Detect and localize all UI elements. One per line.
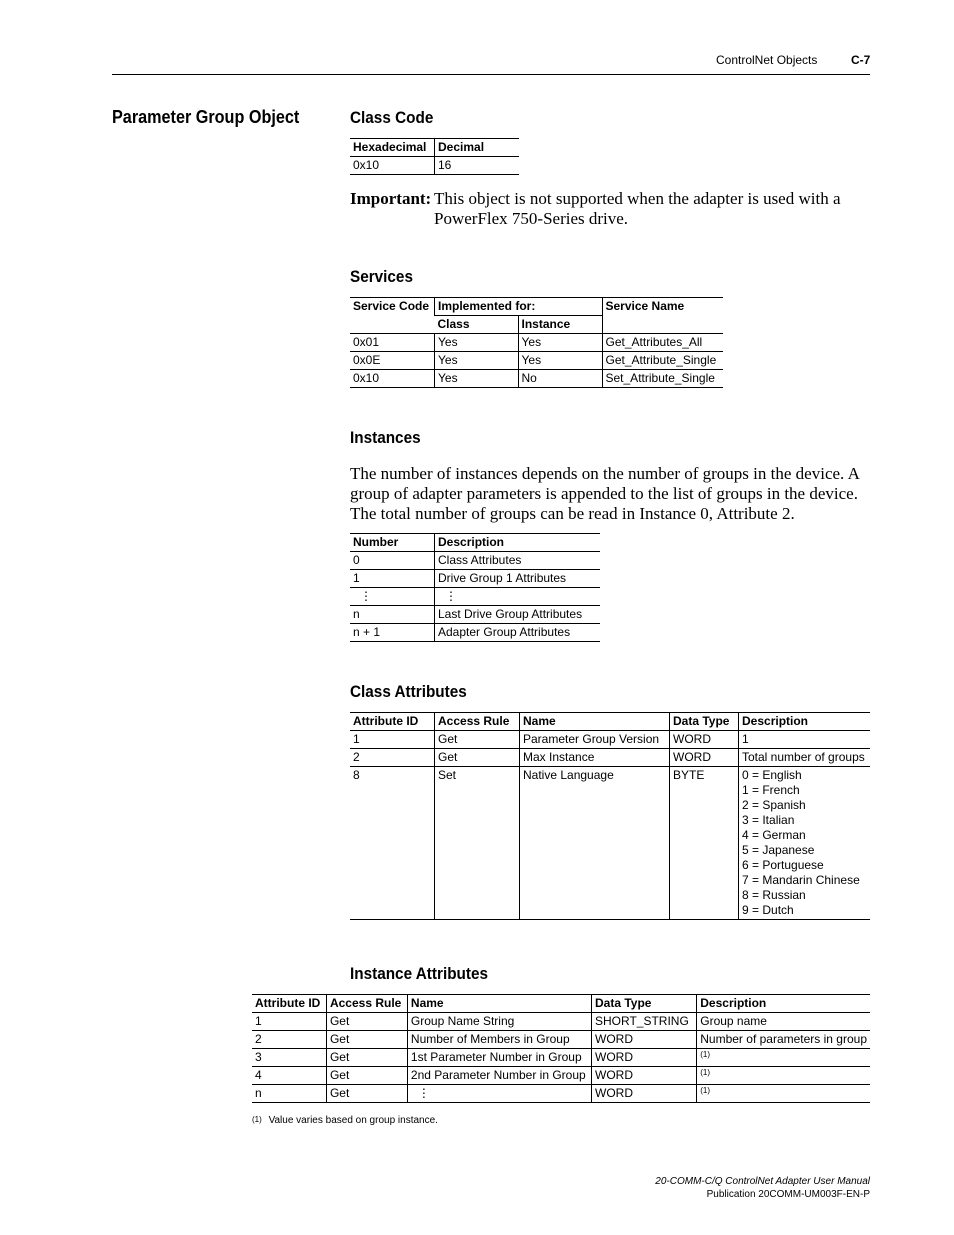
cell: WORD (592, 1067, 697, 1085)
table-row (350, 157, 519, 175)
cell: Drive Group 1 Attributes (435, 570, 601, 588)
instance-attributes-table (252, 994, 870, 1103)
class-attributes-table (350, 712, 870, 920)
instances-para-line-1: The number of instances depends on the number of groups in the device. A (350, 464, 860, 483)
cell: WORD (592, 1085, 697, 1103)
ellipsis-cell: ⋮ (350, 588, 435, 606)
cell: Get (326, 1085, 407, 1103)
table-row (252, 1013, 870, 1031)
table-row (350, 570, 600, 588)
footnote-ref: (1) (700, 1050, 711, 1059)
class-code-heading: Class Code (350, 108, 434, 127)
table-row (350, 749, 870, 767)
table-row (350, 370, 723, 388)
footnote (252, 1115, 438, 1126)
table-row (252, 1085, 870, 1103)
services-table (350, 297, 723, 388)
cell: 2 (252, 1031, 326, 1049)
cell: 1 (739, 731, 871, 749)
col-name: Name (407, 995, 591, 1013)
col-name: Name (520, 713, 670, 731)
footer-manual-title: 20-COMM-C/Q ControlNet Adapter User Manual (655, 1176, 870, 1187)
footnote-ref: (1) (700, 1086, 711, 1095)
cell: Get_Attributes_All (602, 334, 723, 352)
table-row (350, 731, 870, 749)
cell (697, 1085, 870, 1103)
important-label: Important: (350, 189, 432, 208)
col-data-type: Data Type (592, 995, 697, 1013)
col-implemented-for: Implemented for: (435, 298, 603, 316)
cell: 0x0E (350, 352, 435, 370)
cell: Yes (435, 370, 519, 388)
col-description: Description (739, 713, 871, 731)
cell: Get (326, 1031, 407, 1049)
table-row (350, 767, 870, 920)
cell: WORD (592, 1031, 697, 1049)
language-item: 9 = Dutch (742, 903, 794, 917)
table-row (350, 624, 600, 642)
cell: Parameter Group Version (520, 731, 670, 749)
cell (697, 1067, 870, 1085)
cell (697, 1049, 870, 1067)
cell: Number of Members in Group (407, 1031, 591, 1049)
ellipsis-cell: ⋮ (435, 588, 601, 606)
col-service-code: Service Code (350, 298, 435, 334)
section-title: Parameter Group Object (112, 107, 300, 127)
instances-heading: Instances (350, 428, 421, 447)
cell: Set (435, 767, 520, 920)
cell: Native Language (520, 767, 670, 920)
cell: Yes (435, 352, 519, 370)
cell: Total number of groups (739, 749, 871, 767)
footnote-ref: (1) (700, 1068, 711, 1077)
table-row (350, 588, 600, 606)
cell: Get (435, 731, 520, 749)
cell: Get (435, 749, 520, 767)
table-row (252, 1031, 870, 1049)
col-service-name: Service Name (602, 298, 723, 334)
cell: 1 (350, 731, 435, 749)
cell: 4 (252, 1067, 326, 1085)
language-item: 3 = Italian (742, 813, 795, 827)
cell: n (252, 1085, 326, 1103)
col-class: Class (435, 316, 519, 334)
cell: 1st Parameter Number in Group (407, 1049, 591, 1067)
col-attribute-id: Attribute ID (350, 713, 435, 731)
language-item: 1 = French (742, 783, 800, 797)
cell: Group name (697, 1013, 870, 1031)
cell: Max Instance (520, 749, 670, 767)
language-item: 4 = German (742, 828, 806, 842)
table-row (350, 606, 600, 624)
cell: Set_Attribute_Single (602, 370, 723, 388)
header-rule (112, 74, 870, 75)
cell: Number of parameters in group (697, 1031, 870, 1049)
cell: BYTE (670, 767, 739, 920)
cell: 2 (350, 749, 435, 767)
services-heading: Services (350, 267, 413, 286)
language-item: 7 = Mandarin Chinese (742, 873, 860, 887)
cell: WORD (592, 1049, 697, 1067)
cell-dec: 16 (435, 157, 520, 175)
cell: Get_Attribute_Single (602, 352, 723, 370)
col-instance: Instance (518, 316, 602, 334)
cell: 3 (252, 1049, 326, 1067)
language-item: 6 = Portuguese (742, 858, 824, 872)
cell: Class Attributes (435, 552, 601, 570)
language-item: 8 = Russian (742, 888, 806, 902)
col-number: Number (350, 534, 435, 552)
class-code-table (350, 138, 519, 175)
cell: WORD (670, 749, 739, 767)
cell: Yes (518, 352, 602, 370)
col-description: Description (435, 534, 601, 552)
cell: 0x10 (350, 370, 435, 388)
cell: Get (326, 1013, 407, 1031)
footer-publication: Publication 20COMM-UM003F-EN-P (706, 1189, 870, 1200)
cell: Yes (435, 334, 519, 352)
col-hexadecimal: Hexadecimal (350, 139, 435, 157)
table-row (350, 552, 600, 570)
cell: SHORT_STRING (592, 1013, 697, 1031)
cell: Last Drive Group Attributes (435, 606, 601, 624)
class-attributes-heading: Class Attributes (350, 682, 467, 701)
cell: n + 1 (350, 624, 435, 642)
cell: n (350, 606, 435, 624)
language-item: 5 = Japanese (742, 843, 815, 857)
cell: WORD (670, 731, 739, 749)
language-item: 0 = English (742, 768, 802, 782)
cell: 0x01 (350, 334, 435, 352)
footnote-text: Value varies based on group instance. (268, 1115, 438, 1126)
cell: 0 (350, 552, 435, 570)
col-access-rule: Access Rule (326, 995, 407, 1013)
col-decimal: Decimal (435, 139, 520, 157)
footnote-mark: (1) (252, 1115, 262, 1124)
important-line-1: This object is not supported when the adapter is used with a (434, 189, 841, 208)
instances-para-line-2: group of adapter parameters is appended to the list of groups in the device. (350, 484, 858, 503)
page-number: C-7 (851, 53, 871, 67)
language-item: 2 = Spanish (742, 798, 806, 812)
cell-hex: 0x10 (350, 157, 435, 175)
ellipsis-cell: ⋮ (407, 1085, 591, 1103)
instances-table (350, 533, 600, 642)
table-row (350, 334, 723, 352)
cell: Get (326, 1049, 407, 1067)
cell: 8 (350, 767, 435, 920)
col-attribute-id: Attribute ID (252, 995, 326, 1013)
language-list-cell (739, 767, 871, 920)
header-section-name: ControlNet Objects (716, 53, 818, 67)
important-line-2: PowerFlex 750-Series drive. (434, 209, 629, 228)
table-row (252, 1067, 870, 1085)
cell: Get (326, 1067, 407, 1085)
cell: Adapter Group Attributes (435, 624, 601, 642)
cell: Group Name String (407, 1013, 591, 1031)
cell: 1 (350, 570, 435, 588)
instances-para-line-3: The total number of groups can be read in Instance 0, Attribute 2. (350, 504, 795, 523)
table-row (350, 352, 723, 370)
col-description: Description (697, 995, 870, 1013)
cell: Yes (518, 334, 602, 352)
col-data-type: Data Type (670, 713, 739, 731)
cell: No (518, 370, 602, 388)
col-access-rule: Access Rule (435, 713, 520, 731)
table-row (252, 1049, 870, 1067)
cell: 2nd Parameter Number in Group (407, 1067, 591, 1085)
instance-attributes-heading: Instance Attributes (350, 964, 489, 983)
cell: 1 (252, 1013, 326, 1031)
